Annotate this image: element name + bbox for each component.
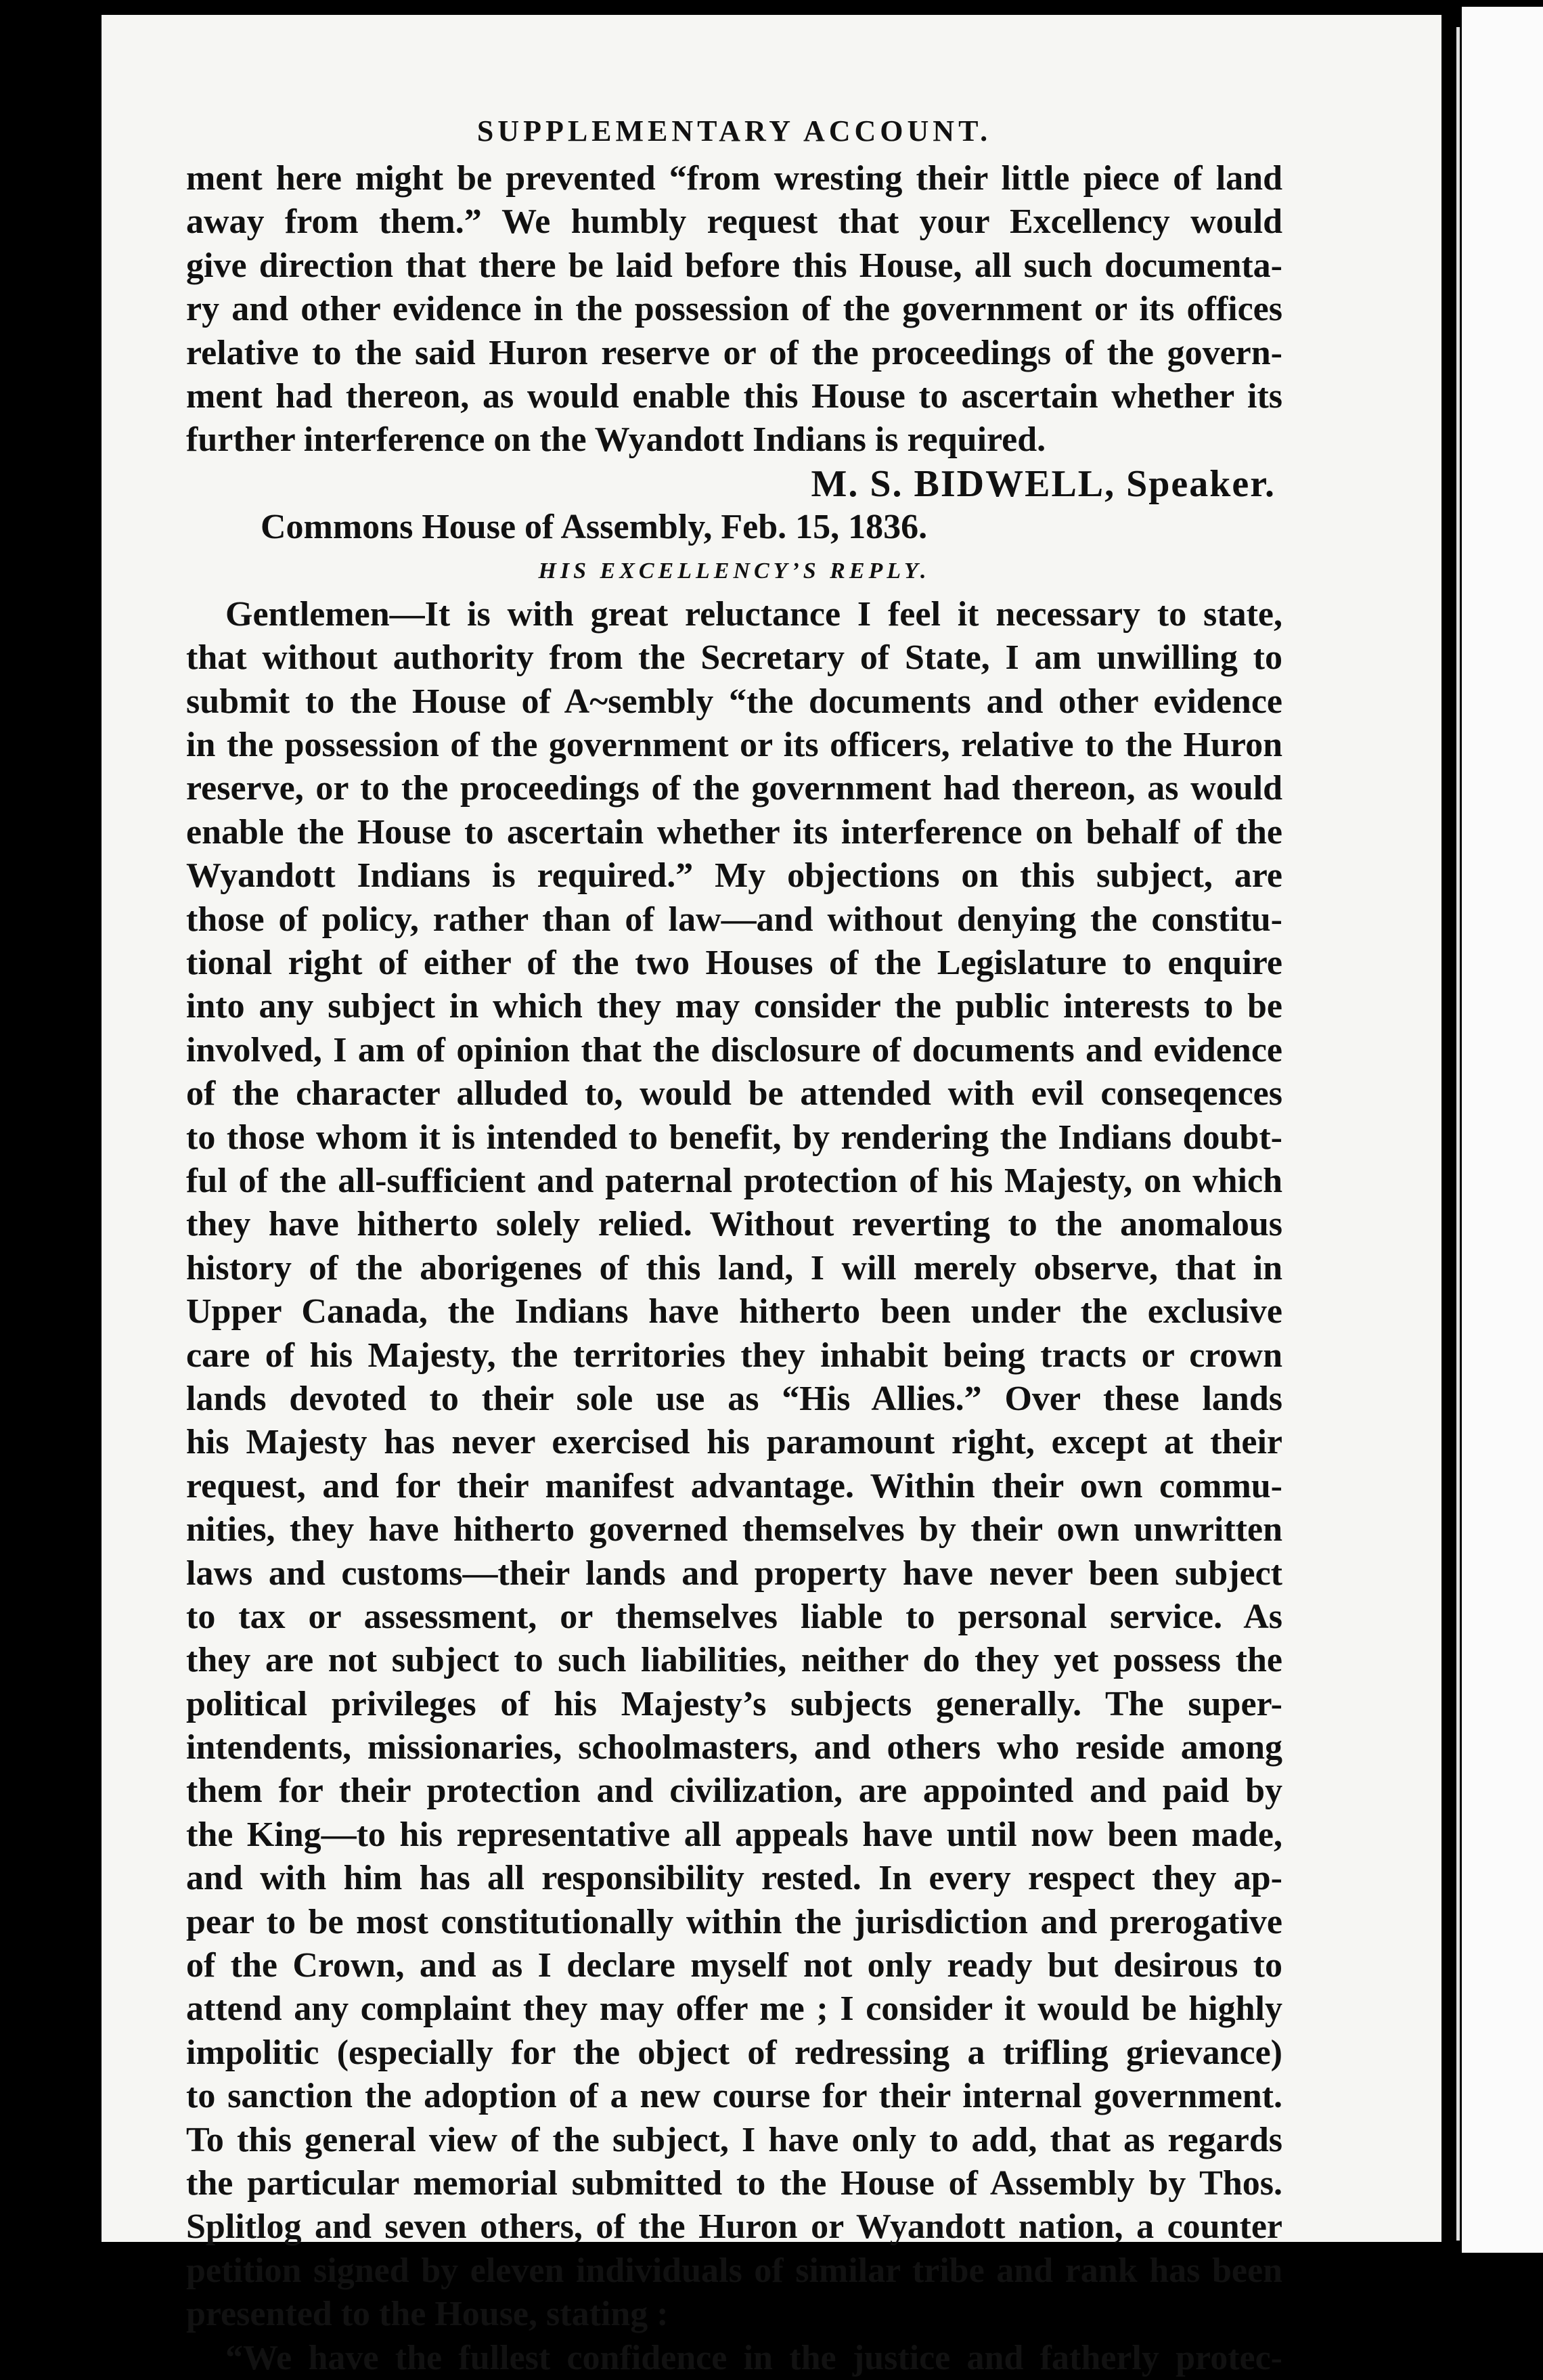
text-line: laws and customs—their lands and property have never been subject: [186, 1553, 1282, 1593]
text-line: ment had thereon, as would enable this House to ascertain whether its: [186, 376, 1282, 416]
text-line: relative to the said Huron reserve or of the proceedings of the govern-: [186, 333, 1282, 372]
text-line: pear to be most constitutionally within the jurisdiction and prerogative: [186, 1902, 1282, 1941]
text-line: they have hitherto solely relied. Without reverting to the anomalous: [186, 1205, 1282, 1244]
running-head: SUPPLEMENTARY ACCOUNT.: [476, 114, 992, 148]
text-line: in the possession of the government or its officers, relative to the Huron: [186, 726, 1282, 765]
text-line: ment here might be prevented “from wresting their little piece of land: [186, 159, 1282, 198]
text-line: Upper Canada, the Indians have hitherto been under the exclusive: [186, 1292, 1282, 1331]
text-line: of the Crown, and as I declare myself not only ready but desirous to: [186, 1946, 1282, 1985]
signature: M. S. BIDWELL, Speaker.: [811, 462, 1276, 505]
text-line: history of the aborigenes of this land, I will merely observe, that in: [186, 1248, 1282, 1287]
text-line: of the character alluded to, would be attended with evil conseqences: [186, 1074, 1282, 1114]
text-line: to sanction the adoption of a new course for their internal government.: [186, 2077, 1282, 2116]
text-line: ful of the all-sufficient and paternal protection of his Majesty, on which: [186, 1161, 1282, 1200]
text-line: care of his Majesty, the territories they inhabit being tracts or crown: [186, 1336, 1282, 1375]
text-line: his Majesty has never exercised his paramount right, except at their: [186, 1423, 1282, 1462]
text-line: to tax or assessment, or themselves liable to personal service. As: [186, 1597, 1282, 1636]
text-line: request, and for their manifest advantage. Within their own commu-: [186, 1466, 1282, 1505]
text-line: give direction that there be laid before this House, all such documenta-: [186, 246, 1282, 285]
text-line: enable the House to ascertain whether its interference on behalf of the: [186, 812, 1282, 852]
text-line: Wyandott Indians is required.” My objections on this subject, are: [186, 856, 1282, 896]
text-line: that without authority from the Secretary of State, I am unwilling to: [186, 638, 1282, 678]
text-line: to those whom it is intended to benefit, by rendering the Indians doubt-: [186, 1118, 1282, 1157]
text-line: attend any complaint they may offer me ; I consider it would be highly: [186, 1989, 1282, 2029]
text-line: impolitic (especially for the object of redressing a trifling grievance): [186, 2033, 1282, 2072]
text-line: To this general view of the subject, I have only to add, that as regards: [186, 2120, 1282, 2159]
text-line: involved, I am of opinion that the disclosure of documents and evidence: [186, 1030, 1282, 1070]
quote-line: “We have the fullest confidence in the justice and fatherly protec-: [225, 2338, 1282, 2377]
text-line: further interference on the Wyandott Indians is required.: [186, 420, 1046, 460]
reply-paragraph: [186, 593, 1282, 2337]
text-line: tional right of either of the two Houses of the Legislature to enquire: [186, 944, 1282, 983]
text-line: presented to the House, stating :: [186, 2295, 669, 2334]
page-text: [186, 114, 1282, 2380]
address-paragraph: [186, 157, 1282, 462]
date-line: Commons House of Assembly, Feb. 15, 1836.: [261, 508, 928, 547]
text-line: petition signed by eleven individuals of similar tribe and rank has been: [186, 2251, 1282, 2290]
text-line: Splitlog and seven others, of the Huron or Wyandott nation, a counter: [186, 2207, 1282, 2247]
text-line: and with him has all responsibility rested. In every respect they ap-: [186, 1859, 1282, 1898]
text-line: away from them.” We humbly request that your Excellency would: [186, 202, 1282, 242]
text-line: reserve, or to the proceedings of the government had thereon, as would: [186, 769, 1282, 808]
text-line: into any subject in which they may consider the public interests to be: [186, 987, 1282, 1026]
page-gutter: [1456, 27, 1460, 2241]
text-line: nities, they have hitherto governed themselves by their own unwritten: [186, 1510, 1282, 1549]
text-line: Gentlemen—It is with great reluctance I feel it necessary to state,: [225, 594, 1282, 634]
text-line: lands devoted to their sole use as “His Allies.” Over these lands: [186, 1379, 1282, 1418]
text-line: submit to the House of A~sembly “the documents and other evidence: [186, 682, 1282, 721]
facing-page-edge: [1462, 7, 1543, 2253]
text-line: intendents, missionaries, schoolmasters, and others who reside among: [186, 1728, 1282, 1767]
text-line: them for their protection and civilization, are appointed and paid by: [186, 1771, 1282, 1811]
text-line: political privileges of his Majesty’s subjects generally. The super-: [186, 1684, 1282, 1723]
text-line: those of policy, rather than of law—and without denying the constitu-: [186, 900, 1282, 939]
text-line: ry and other evidence in the possession of the government or its offices: [186, 290, 1282, 329]
text-line: the particular memorial submitted to the House of Assembly by Thos.: [186, 2163, 1282, 2203]
text-line: the King—to his representative all appeals have until now been made,: [186, 1815, 1282, 1854]
reply-heading: HIS EXCELLENCY’S REPLY.: [538, 558, 931, 583]
text-line: they are not subject to such liabilities, neither do they yet possess the: [186, 1641, 1282, 1680]
